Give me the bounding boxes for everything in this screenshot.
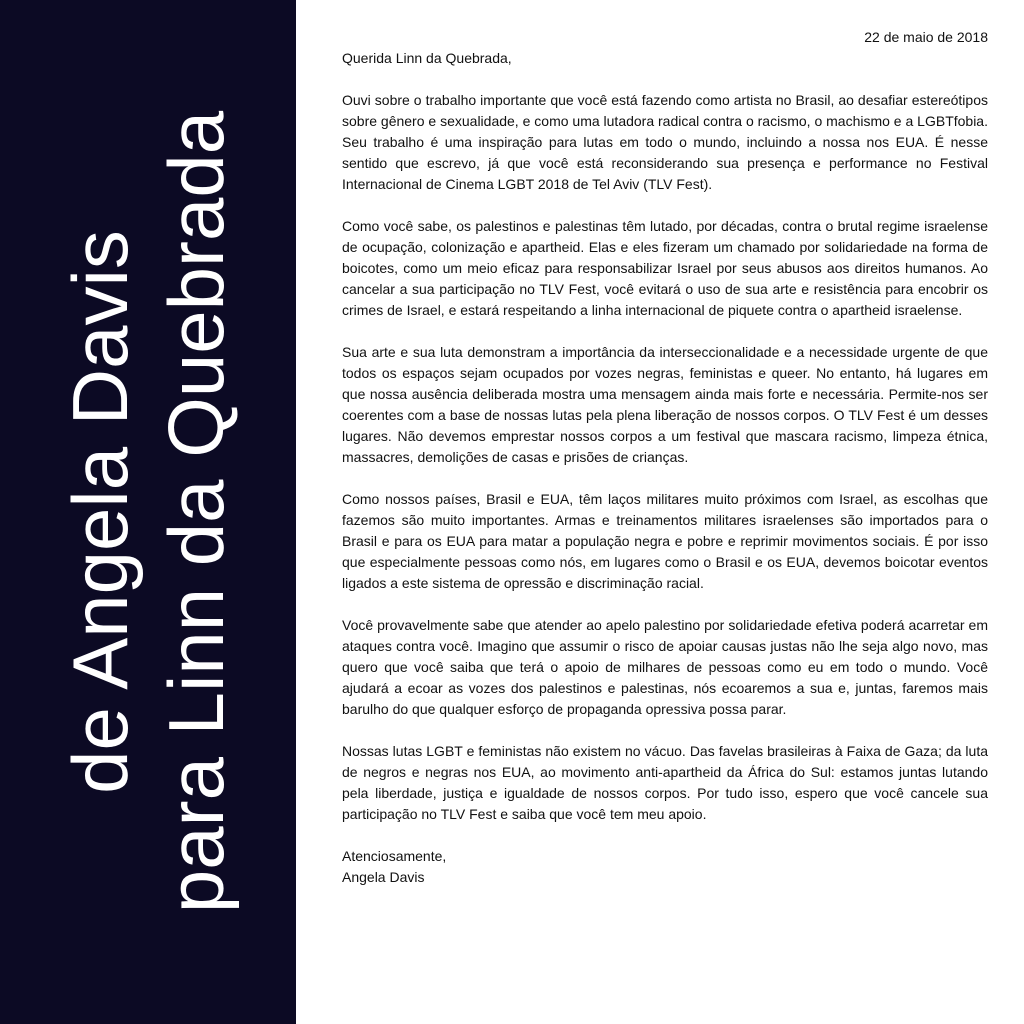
side-title-from: de Angela Davis (56, 230, 144, 794)
letter-salutation: Querida Linn da Quebrada, (342, 50, 512, 66)
letter-signature: Angela Davis (342, 869, 425, 885)
letter-paragraph: Como nossos países, Brasil e EUA, têm laços militares muito próximos com Israel, as escolhas que fazemos são muito importantes. Armas e treinamentos militares israelenses são importados para o Brasil e para os EUA para matar a população negra e pobre e reprimir movimentos sociais. É por isso que especialmente pessoas como nós, em lugares como o Brasil e os EUA, devemos boicotar eventos ligados a este sistema de opressão e discriminação racial. (342, 491, 988, 591)
letter (342, 27, 988, 888)
side-panel (0, 0, 296, 1024)
letter-paragraph: Como você sabe, os palestinos e palestinas têm lutado, por décadas, contra o brutal regime israelense de ocupação, colonização e apartheid. Elas e eles fizeram um chamado por solidariedade na forma de boicotes, como um meio eficaz para responsabilizar Israel por seus abusos aos direitos humanos. Ao cancelar a sua participação no TLV Fest, você evitará o uso de sua arte e resistência para encobrir os crimes de Israel, e estará respeitando a linha internacional de piquete contra o apartheid israelense. (342, 218, 988, 318)
letter-closing: Atenciosamente, (342, 848, 447, 864)
letter-paragraph: Nossas lutas LGBT e feministas não existem no vácuo. Das favelas brasileiras à Faixa de Gaza; da luta de negros e negras nos EUA, ao movimento anti-apartheid da África do Sul: estamos juntas lutando pela liberdade, justiça e igualdade de nossos corpos. Por tudo isso, espero que você cancele sua participação no TLV Fest e saiba que você tem meu apoio. (342, 743, 988, 822)
letter-paragraph: Ouvi sobre o trabalho importante que você está fazendo como artista no Brasil, ao desafiar estereótipos sobre gênero e sexualidade, e como uma lutadora radical contra o racismo, o machismo e a LGBTfobia. Seu trabalho é uma inspiração para lutas em todo o mundo, incluindo a nossa nos EUA. É nesse sentido que escrevo, já que você está reconsiderando sua presença e performance no Festival Internacional de Cinema LGBT 2018 de Tel Aviv (TLV Fest). (342, 92, 988, 192)
side-title (52, 52, 244, 972)
letter-date: 22 de maio de 2018 (864, 29, 988, 45)
letter-paragraph: Você provavelmente sabe que atender ao apelo palestino por solidariedade efetiva poderá acarretar em ataques contra você. Imagino que assumir o risco de apoiar causas justas não lhe seja algo novo, mas quero que você saiba que terá o apoio de milhares de pessoas como eu em todo o mundo. Você ajudará a ecoar as vozes dos palestinos e palestinas, nós ecoaremos a sua e, juntas, faremos mais barulho do que qualquer esforço de propaganda opressiva possa parar. (342, 617, 988, 717)
side-title-to: para Linn da Quebrada (152, 110, 240, 914)
letter-paragraph: Sua arte e sua luta demonstram a importância da interseccionalidade e a necessidade urgente de que todos os espaços sejam ocupados por vozes negras, feministas e queer. No entanto, há lugares em que nossa ausência deliberada mostra uma mensagem ainda mais forte e necessária. Permite-nos ser coerentes com a base de nossas lutas pela plena liberação de nossos corpos. O TLV Fest é um desses lugares. Não devemos emprestar nossos corpos a um festival que mascara racismo, limpeza étnica, massacres, demolições de casas e prisões de crianças. (342, 344, 988, 465)
